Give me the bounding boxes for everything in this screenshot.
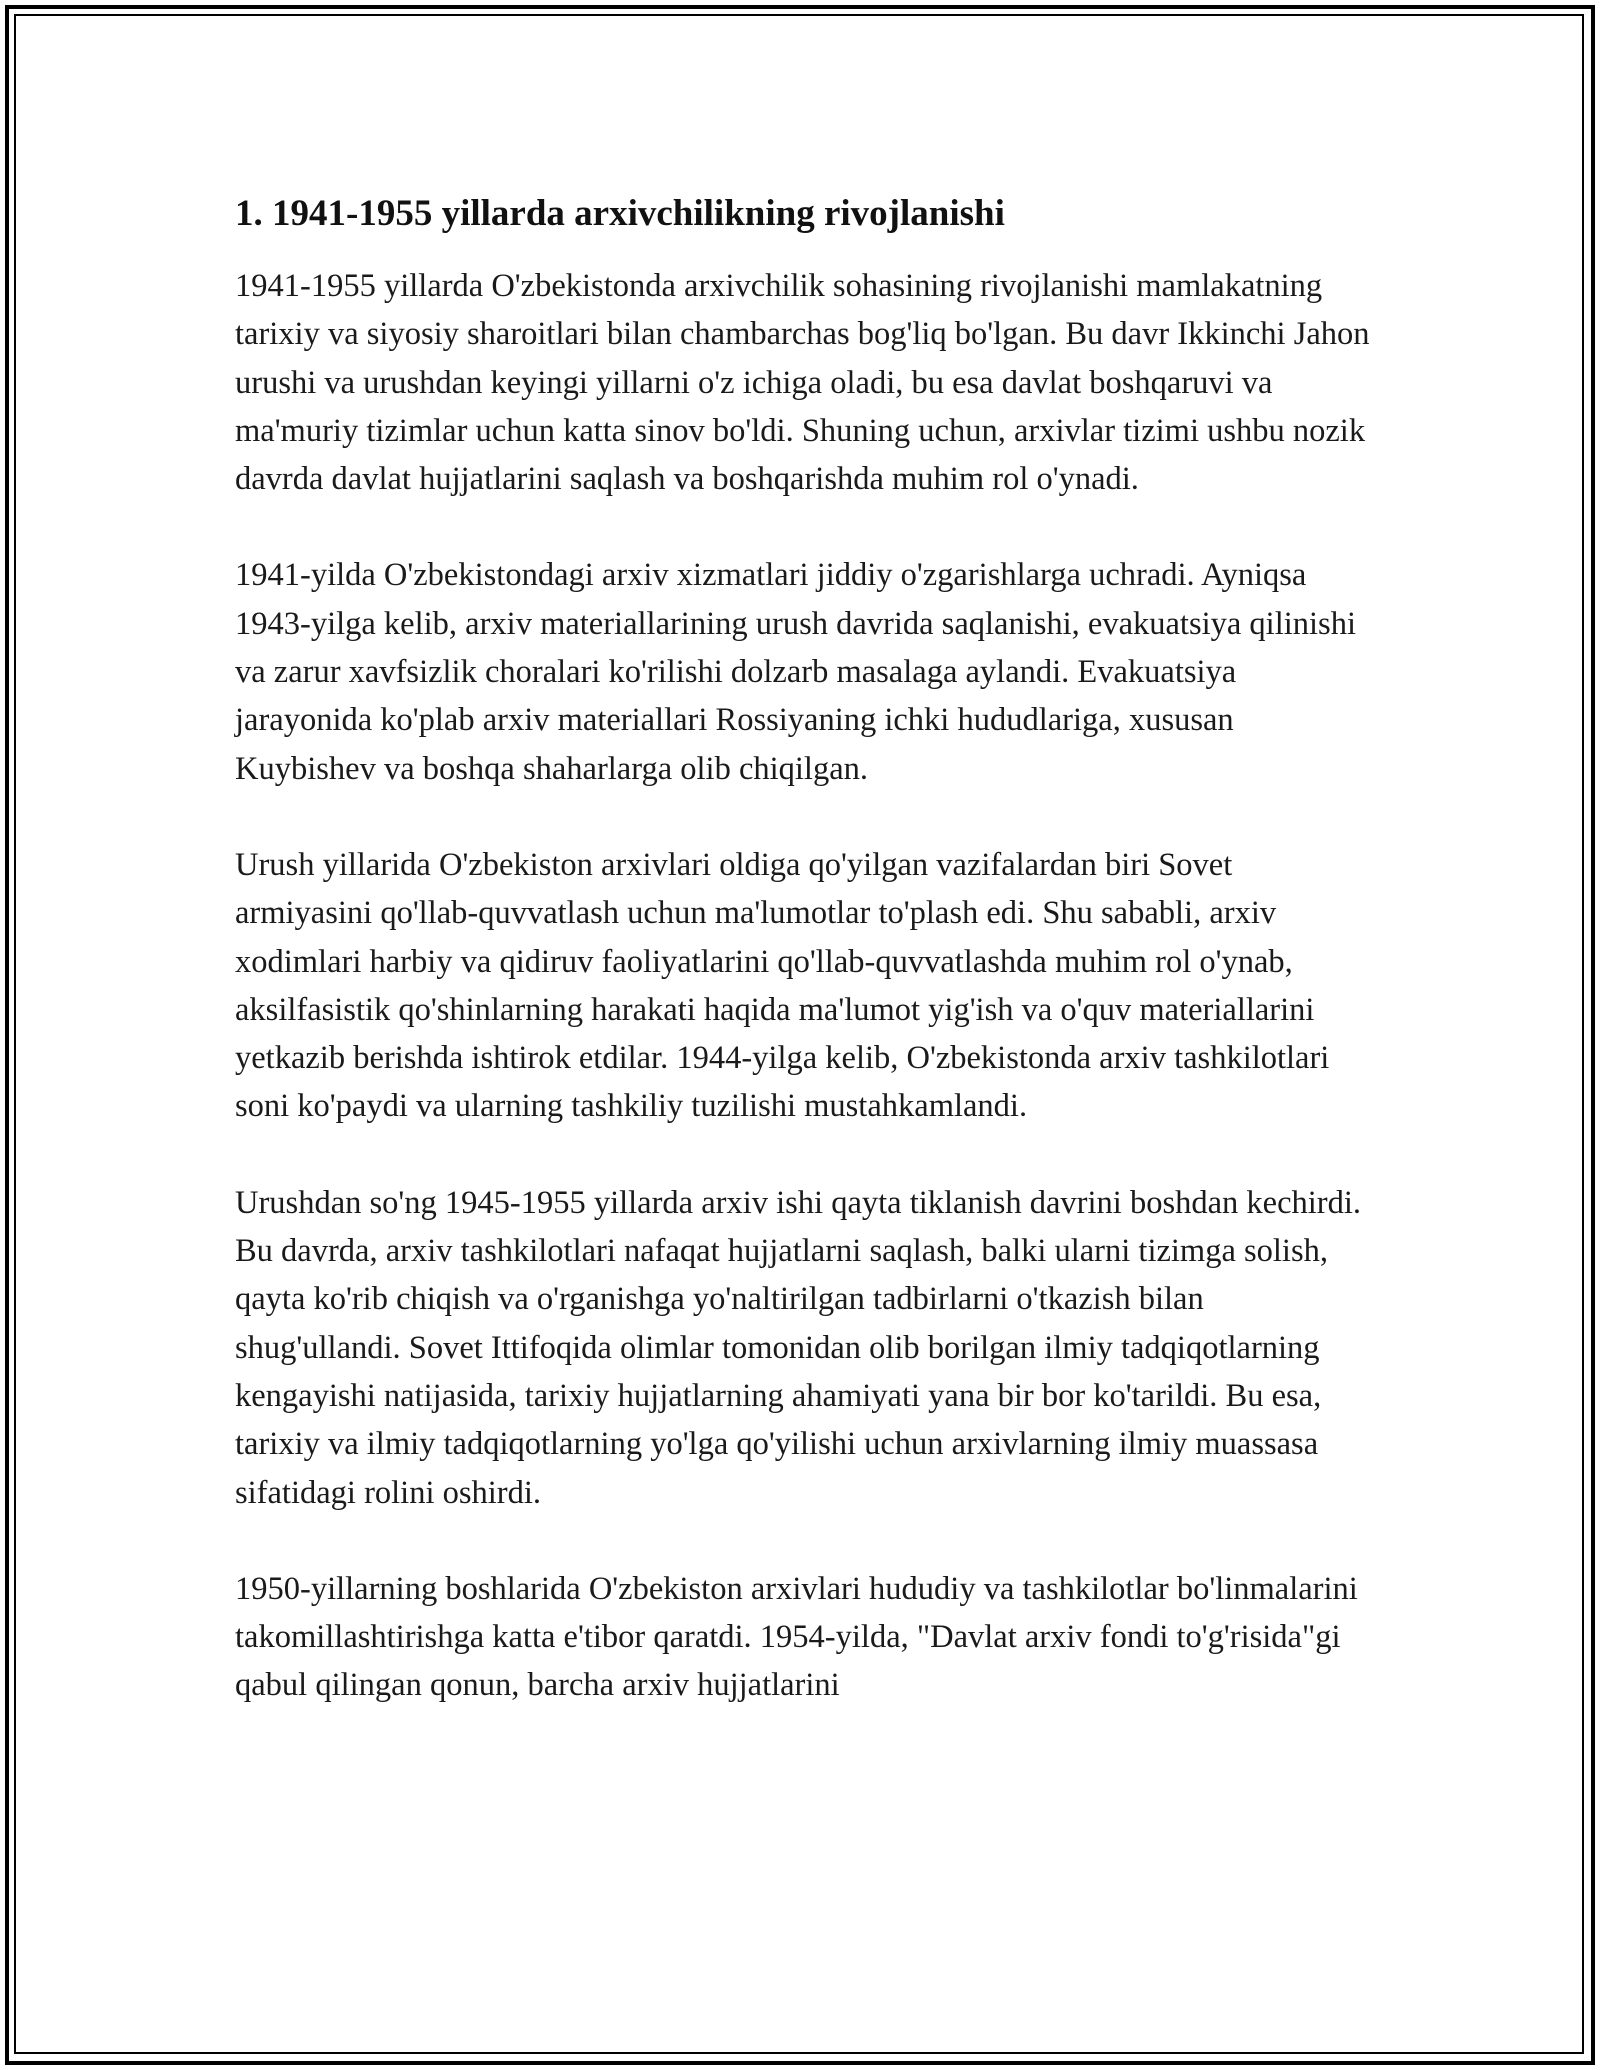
paragraph-3: Urush yillarida O'zbekiston arxivlari oldiga qo'yilgan vazifalardan biri Sovet armiyasini qo'llab-quvvatlash uchun ma'lumotlar to'plash edi. Shu sababli, arxiv xodimlari harbiy va qidiruv faoliyatlarini qo'llab-quvvatlashda muhim rol o'ynab, aksilfasistik qo'shinlarning harakati haqida ma'lumot yig'ish va o'quv materiallarini yetkazib berishda ishtirok etdilar. 1944-yilga kelib, O'zbekistonda arxiv tashkilotlari soni ko'paydi va ularning tashkiliy tuzilishi mustahkamlandi. — [235, 846, 1330, 1125]
section-title: 1. 1941-1955 yillarda arxivchilikning rivojlanishi — [235, 193, 1005, 234]
paragraph-2: 1941-yilda O'zbekistondagi arxiv xizmatlari jiddiy o'zgarishlarga uchradi. Ayniqsa 1943-yilga kelib, arxiv materiallarining urush davrida saqlanishi, evakuatsiya qilinishi va zarur xavfsizlik choralari ko'rilishi dolzarb masalaga aylandi. Evakuatsiya jarayonida ko'plab arxiv materiallari Rossiyaning ichki hududlariga, xususan Kuybishev va boshqa shaharlarga olib chiqilgan. — [235, 557, 1356, 787]
document-body — [235, 188, 1375, 1758]
paragraph-4: Urushdan so'ng 1945-1955 yillarda arxiv ishi qayta tiklanish davrini boshdan kechirdi. Bu davrda, arxiv tashkilotlari nafaqat hujjatlarni saqlash, balki ularni tizimga solish, qayta ko'rib chiqish va o'rganishga yo'naltirilgan tadbirlarni o'tkazish bilan shug'ullandi. Sovet Ittifoqida olimlar tomonidan olib borilgan ilmiy tadqiqotlarning kengayishi natijasida, tarixiy hujjatlarning ahamiyati yana bir bor ko'tarildi. Bu esa, tarixiy va ilmiy tadqiqotlarning yo'lga qo'yilishi uchun arxivlarning ilmiy muassasa sifatidagi rolini oshirdi. — [235, 1184, 1361, 1511]
paragraph-1: 1941-1955 yillarda O'zbekistonda arxivchilik sohasining rivojlanishi mamlakatning tarixiy va siyosiy sharoitlari bilan chambarchas bog'liq bo'lgan. Bu davr Ikkinchi Jahon urushi va urushdan keyingi yillarni o'z ichiga oladi, bu esa davlat boshqaruvi va ma'muriy tizimlar uchun katta sinov bo'ldi. Shuning uchun, arxivlar tizimi ushbu nozik davrda davlat hujjatlarini saqlash va boshqarishda muhim rol o'ynadi. — [235, 268, 1370, 498]
paragraph-5: 1950-yillarning boshlarida O'zbekiston arxivlari hududiy va tashkilotlar bo'linmalarini takomillashtirishga katta e'tibor qaratdi. 1954-yilda, "Davlat arxiv fondi to'g'risida"gi qabul qilingan qonun, barcha arxiv hujjatlarini — [235, 1570, 1358, 1704]
